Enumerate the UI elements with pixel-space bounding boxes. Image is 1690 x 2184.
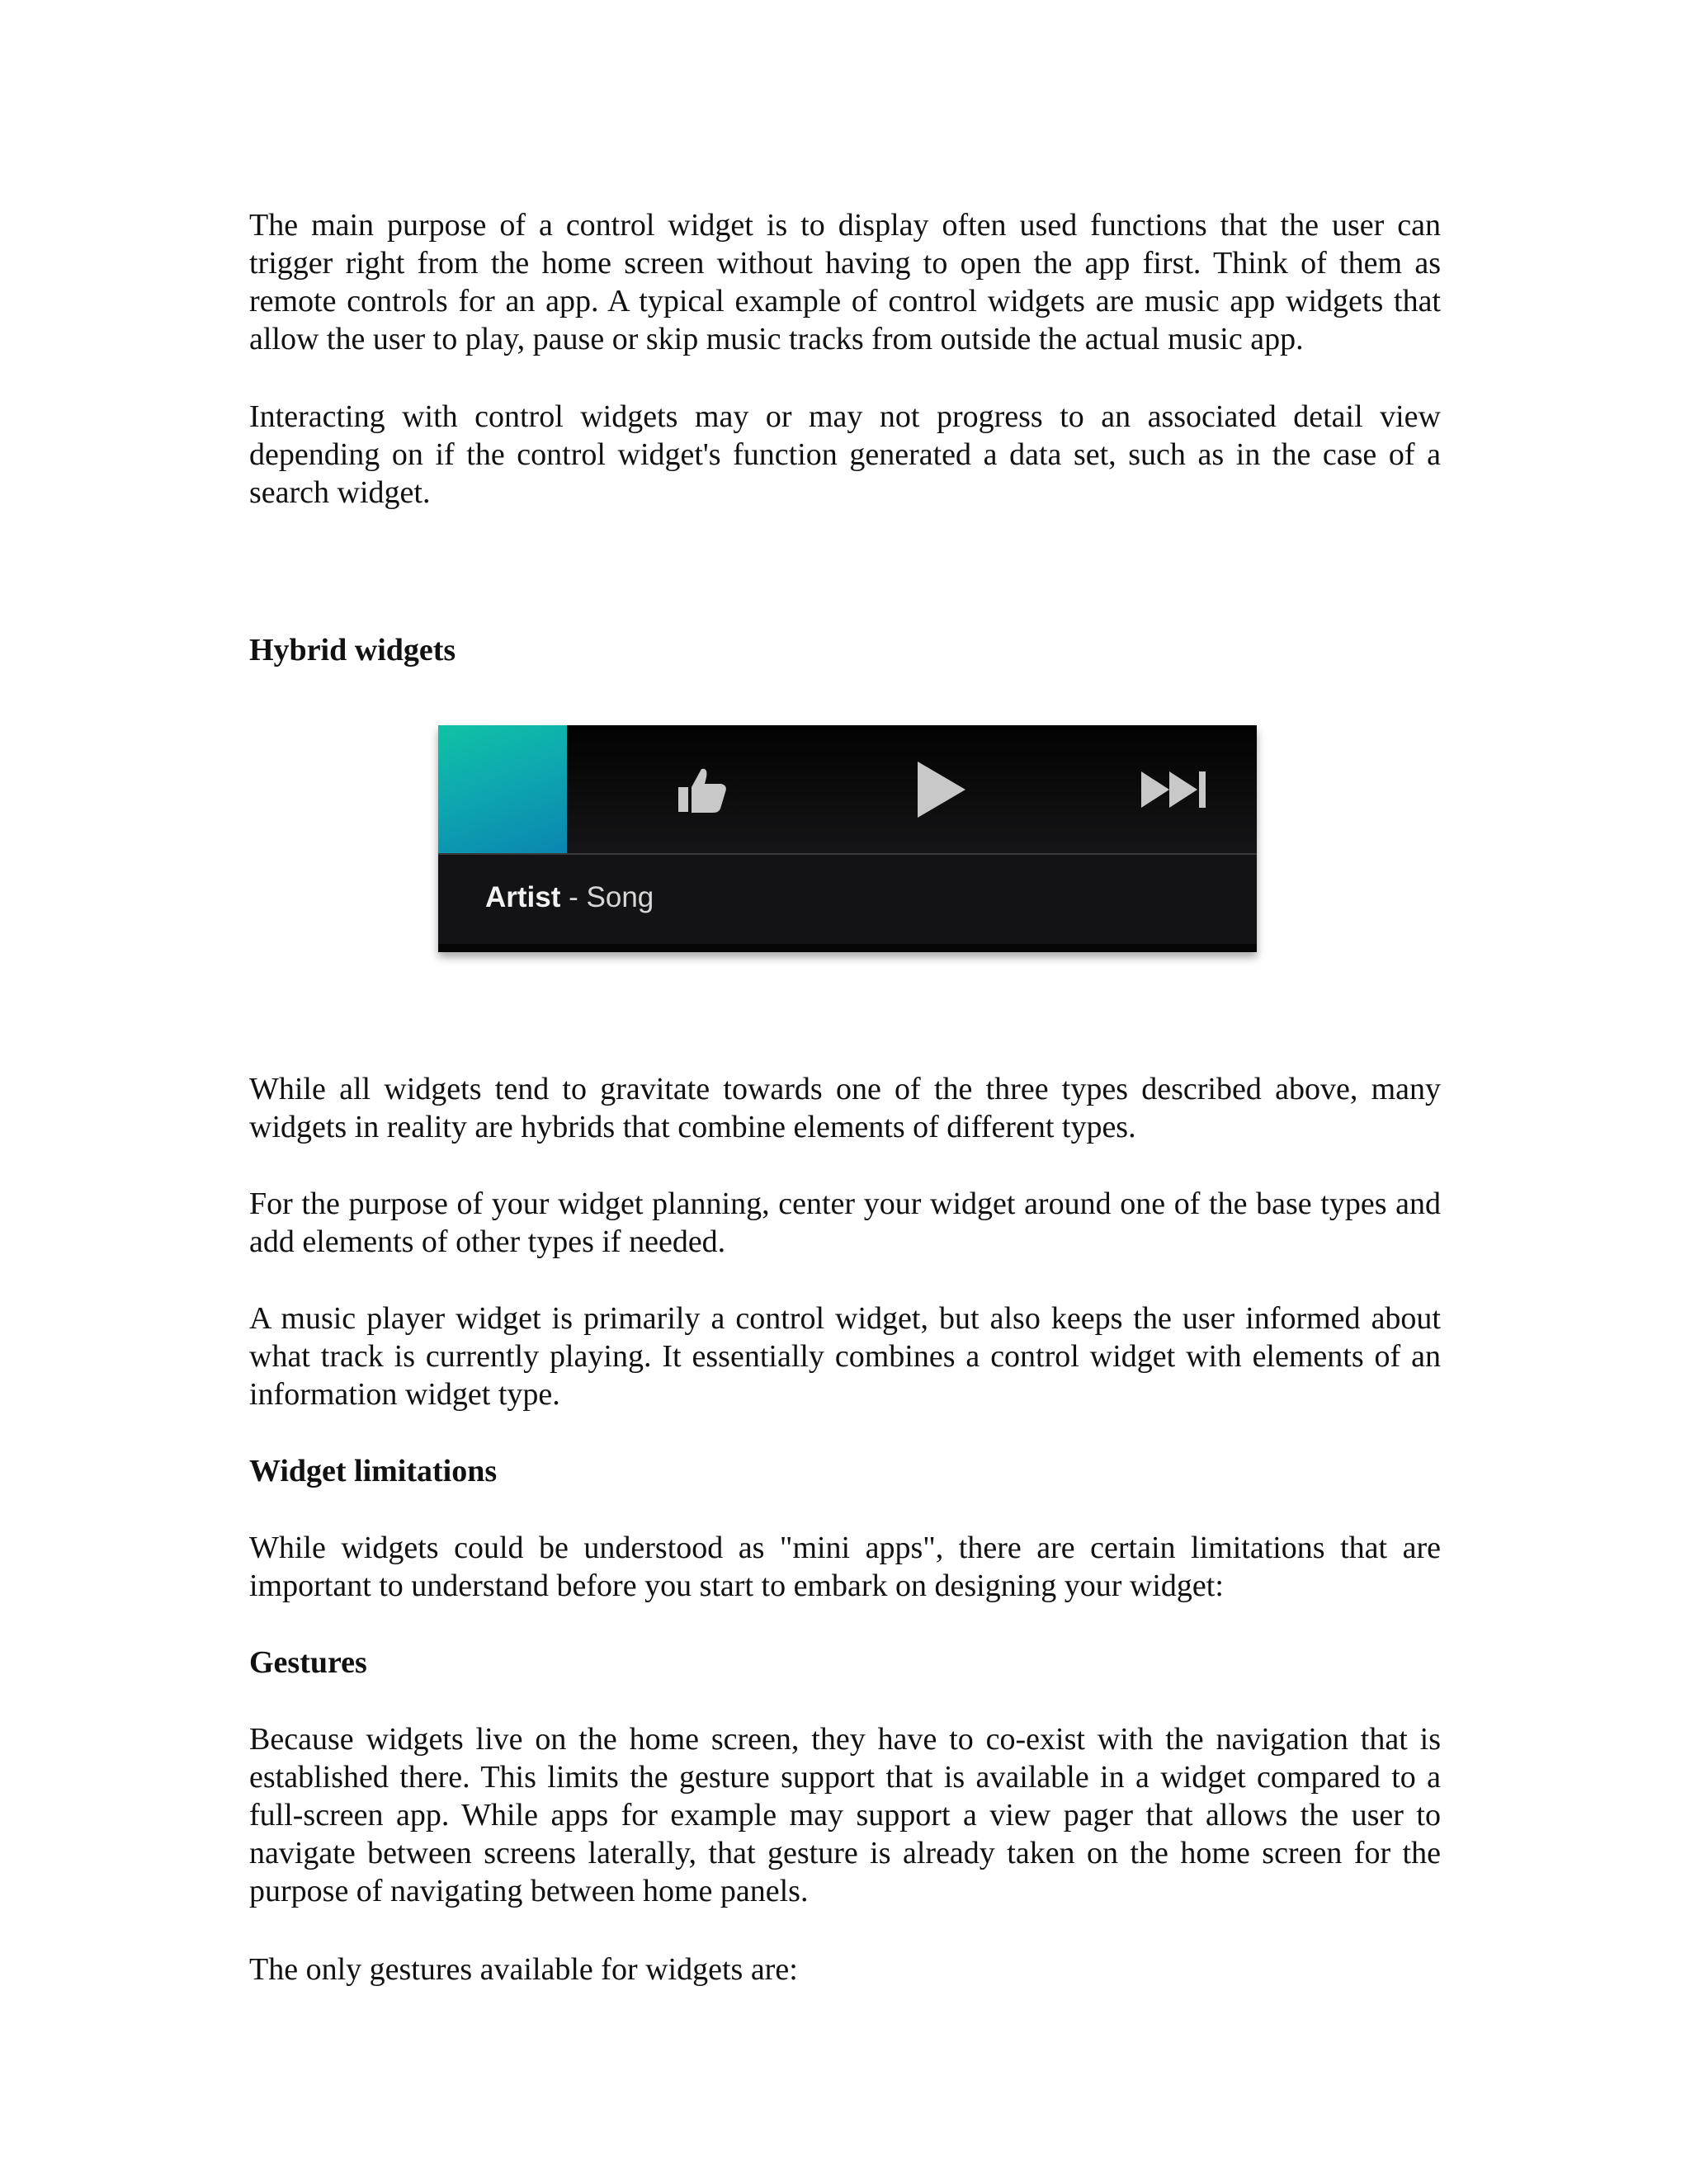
artist-name: Artist xyxy=(485,881,561,913)
play-icon xyxy=(913,758,970,821)
play-button[interactable] xyxy=(876,725,1008,853)
thumbs-up-button[interactable] xyxy=(636,725,768,853)
track-label[interactable] xyxy=(485,880,654,916)
thumbs-up-icon xyxy=(675,762,729,817)
paragraph-gestures-limits: Because widgets live on the home screen, they have to co-exist with the navigation that is established there. This limits the gesture support that is available in a widget compared to a full-screen app. While apps for example may support a view pager that allows the user to navigate between screens laterally, that gesture is already taken on the home screen for the purpose of navigating between home panels. xyxy=(249,1722,1441,1908)
paragraph-control-widget-purpose: The main purpose of a control widget is to display often used functions that the user can trigger right from the home screen without having to open the app first. Think of them as remote controls for an app. A typical example of control widgets are music app widgets that allow the user to play, pause or skip music tracks from outside the actual music app. xyxy=(249,208,1441,356)
music-widget-figure xyxy=(438,725,1257,952)
paragraph-widget-planning: For the purpose of your widget planning, center your widget around one of the base types and add elements of other types if needed. xyxy=(249,1186,1441,1259)
paragraph-available-gestures: The only gestures available for widgets are: xyxy=(249,1952,798,1987)
track-separator: - xyxy=(560,881,587,913)
paragraph-hybrid-types: While all widgets tend to gravitate towards one of the three types described above, many widgets in reality are hybrids that combine elements of different types. xyxy=(249,1072,1441,1144)
skip-next-icon xyxy=(1140,768,1209,811)
paragraph-music-player-widget: A music player widget is primarily a control widget, but also keeps the user informed about what track is currently playing. It essentially combines a control widget with elements of an information widget type. xyxy=(249,1301,1441,1412)
heading-gestures: Gestures xyxy=(249,1645,367,1680)
widget-controls-bar xyxy=(438,725,1257,855)
paragraph-control-widget-detail-view: Interacting with control widgets may or may not progress to an associated detail view depending on if the control widget's function generated a data set, such as in the case of a search widget. xyxy=(249,399,1441,510)
heading-widget-limitations: Widget limitations xyxy=(249,1454,498,1488)
paragraph-mini-apps: While widgets could be understood as "mini apps", there are certain limitations that are important to understand before you start to embark on designing your widget: xyxy=(249,1531,1441,1603)
album-art[interactable] xyxy=(438,725,567,853)
song-title: Song xyxy=(586,881,654,913)
skip-next-button[interactable] xyxy=(1108,725,1240,853)
heading-hybrid-widgets: Hybrid widgets xyxy=(249,633,456,667)
widget-track-info xyxy=(438,855,1257,944)
